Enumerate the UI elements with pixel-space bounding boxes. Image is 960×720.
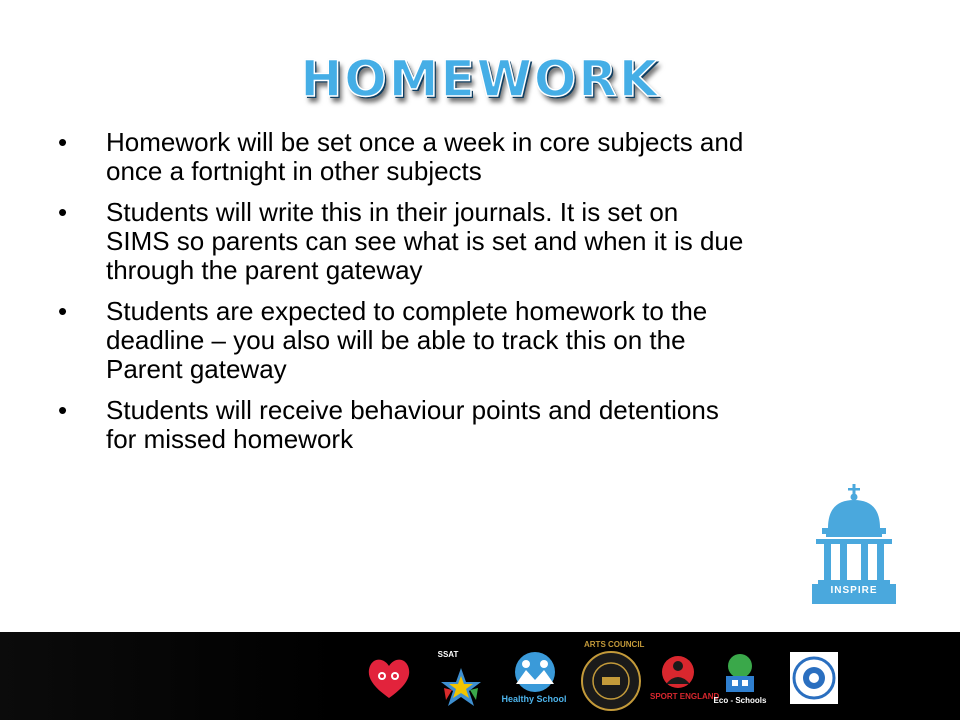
healthy-school-logo-text: Healthy School (501, 694, 567, 704)
bullet-dot-icon: • (58, 296, 68, 326)
footer-shade (0, 632, 340, 720)
bullet-item (58, 128, 748, 186)
bullet-text: Students will receive behaviour points and detentions for missed homework (106, 395, 719, 454)
ssat-logo-text: SSAT (437, 650, 459, 659)
bullet-dot-icon: • (58, 127, 68, 157)
bullet-dot-icon: • (58, 395, 68, 425)
bullet-text: Students will write this in their journals. It is set on SIMS so parents can see what is set and when it is due through the parent gateway (106, 197, 744, 285)
healthy-school-logo-icon (504, 650, 566, 694)
bullet-text: Students are expected to complete homework to the deadline – you also will be able to track this on the Parent gateway (106, 296, 708, 384)
sport-england-logo-text: SPORT ENGLAND (650, 692, 720, 701)
arts-council-logo-icon (580, 650, 642, 712)
inspire-label: INSPIRE (830, 585, 878, 596)
bullet-item (58, 198, 748, 285)
arts-council-logo-text: ARTS COUNCIL (584, 640, 645, 649)
bullet-list (58, 128, 748, 466)
eco-schools-logo-icon (716, 652, 764, 694)
sport-england-logo-icon (656, 654, 700, 690)
rights-respecting-logo-icon (790, 652, 838, 704)
slide-title: HOMEWORK (300, 50, 660, 108)
eco-schools-logo-text: Eco - Schools (713, 696, 767, 705)
footer-bar (0, 632, 960, 720)
bullet-item (58, 297, 748, 384)
bullet-text: Homework will be set once a week in core subjects and once a fortnight in other subjects (106, 127, 744, 186)
bullet-item (58, 396, 748, 454)
bullet-dot-icon: • (58, 197, 68, 227)
heart-hands-logo-icon (366, 654, 412, 702)
